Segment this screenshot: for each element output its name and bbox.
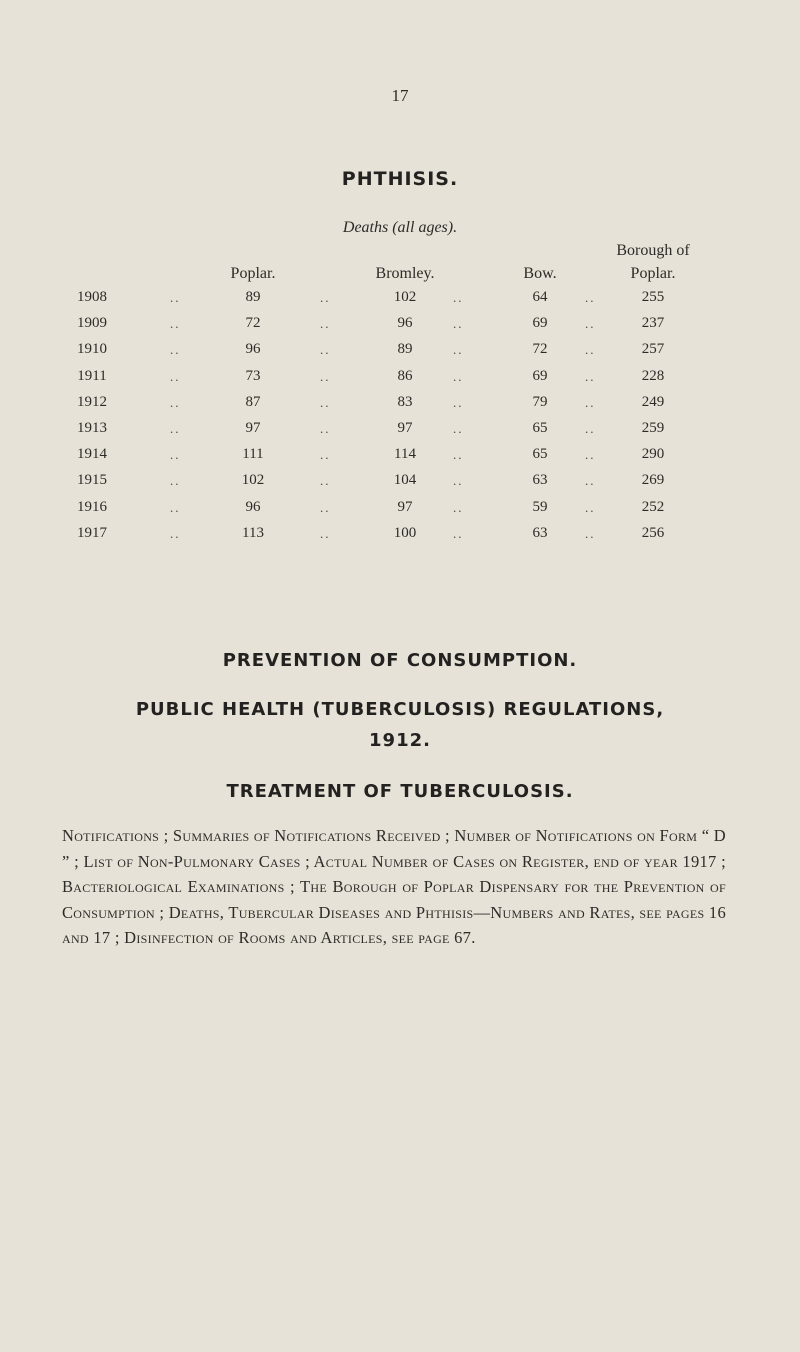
col-header-poplar: Poplar. [230,265,276,282]
cell-borough: 255 [641,289,665,305]
leader-dots: .. [170,473,181,489]
cell-bow: 72 [532,341,548,358]
table-row [0,289,800,315]
leader-dots: .. [320,421,331,436]
cell-bow: 64 [532,289,548,305]
cell-year: 1909 [77,315,107,332]
cell-bow: 79 [532,393,548,410]
cell-borough: 252 [641,498,665,515]
cell-year: 1913 [77,420,107,436]
table-row [0,472,800,498]
table-row [0,525,800,551]
cell-year: 1912 [77,393,107,410]
leader-dots: .. [453,447,464,463]
cell-borough: 290 [641,446,665,463]
cell-poplar: 102 [241,472,265,489]
cell-bromley: 86 [397,367,413,384]
cell-bow: 69 [532,315,548,332]
leader-dots: .. [585,499,596,515]
cell-year: 1911 [77,367,107,384]
cell-borough: 249 [641,393,665,410]
treatment-heading: TREATMENT OF TUBERCULOSIS. [226,781,574,802]
cell-borough: 259 [641,420,665,436]
table-row [0,341,800,367]
leader-dots: .. [320,290,331,305]
leader-dots: .. [453,368,464,384]
cell-bromley: 89 [397,341,413,358]
cell-poplar: 87 [245,393,261,410]
leader-dots: .. [320,525,331,541]
leader-dots: .. [170,421,181,436]
table-row [0,368,800,394]
cell-poplar: 97 [245,420,261,436]
table-row [0,315,800,341]
phthisis-heading: PHTHISIS. [341,168,459,190]
leader-dots: .. [585,368,596,384]
regulations-heading-line1: PUBLIC HEALTH (TUBERCULOSIS) REGULATIONS, [135,699,665,720]
cell-year: 1910 [77,341,107,358]
cell-bromley: 83 [397,393,413,410]
cell-borough: 228 [641,367,665,384]
cell-bow: 63 [532,524,548,541]
leader-dots: .. [453,421,464,436]
index-paragraph: Notifications ; Summaries of Notifications Received ; Number of Notifications on Form “ D ” ; List of Non-Pulmonary Cases ; Actual Number of Cases on Register, end of year 1917 ; Bacteriological Examinations ; The Borough of Poplar Dispensary for the Prevention of Consumption ; Deaths, Tubercular Diseases and Phthisis—Numbers and Rates, see pages 16 and 17 ; Disinfection of Rooms and Articles, see page 67. [62,826,727,947]
leader-dots: .. [170,499,181,515]
leader-dots: .. [453,394,464,410]
leader-dots: .. [320,342,331,358]
cell-bromley: 97 [397,498,413,515]
cell-borough: 269 [641,472,665,489]
cell-bromley: 97 [397,420,413,436]
leader-dots: .. [585,342,596,358]
cell-poplar: 113 [242,524,264,541]
col-header-bow: Bow. [523,265,557,282]
cell-year: 1914 [77,446,107,463]
leader-dots: .. [320,316,331,332]
cell-bow: 69 [532,367,548,384]
cell-bromley: 114 [394,446,416,463]
regulations-heading [0,694,800,756]
cell-bow: 59 [532,498,548,515]
leader-dots: .. [170,290,181,305]
cell-poplar: 89 [245,289,261,305]
leader-dots: .. [320,447,331,463]
leader-dots: .. [170,368,181,384]
cell-poplar: 73 [245,367,261,384]
cell-borough: 237 [641,315,665,332]
cell-year: 1916 [77,498,107,515]
col-header-borough-line1: Borough of [616,242,690,259]
cell-poplar: 96 [245,341,261,358]
leader-dots: .. [170,447,181,463]
leader-dots: .. [585,447,596,463]
regulations-heading-line2: 1912. [369,730,431,751]
cell-bromley: 102 [393,289,417,305]
cell-borough: 256 [641,524,665,541]
table-row [0,499,800,525]
cell-year: 1917 [77,524,107,541]
leader-dots: .. [585,290,596,305]
cell-poplar: 72 [245,315,261,332]
leader-dots: .. [453,499,464,515]
leader-dots: .. [453,473,464,489]
leader-dots: .. [453,316,464,332]
leader-dots: .. [585,421,596,436]
leader-dots: .. [170,316,181,332]
cell-bow: 63 [532,472,548,489]
leader-dots: .. [585,394,596,410]
col-header-bromley: Bromley. [375,265,435,282]
leader-dots: .. [320,368,331,384]
cell-bromley: 100 [393,524,417,541]
cell-bow: 65 [532,420,548,436]
leader-dots: .. [453,290,464,305]
page-number: 17 [391,86,409,105]
cell-bromley: 96 [397,315,413,332]
table-row [0,420,800,446]
cell-year: 1915 [77,472,107,489]
leader-dots: .. [170,394,181,410]
table-row [0,394,800,420]
leader-dots: .. [320,473,331,489]
table-subtitle: Deaths (all ages). [342,219,458,236]
leader-dots: .. [453,342,464,358]
leader-dots: .. [170,342,181,358]
leader-dots: .. [585,525,596,541]
table-row [0,446,800,472]
col-header-borough-line2: Poplar. [630,265,676,282]
leader-dots: .. [585,473,596,489]
leader-dots: .. [320,499,331,515]
cell-year: 1908 [77,289,107,305]
cell-poplar: 111 [242,446,264,463]
prevention-heading: PREVENTION OF CONSUMPTION. [222,650,578,671]
leader-dots: .. [170,525,181,541]
cell-poplar: 96 [245,498,261,515]
cell-borough: 257 [641,341,665,358]
cell-bromley: 104 [393,472,417,489]
leader-dots: .. [320,394,331,410]
leader-dots: .. [453,525,464,541]
cell-bow: 65 [532,446,548,463]
leader-dots: .. [585,316,596,332]
